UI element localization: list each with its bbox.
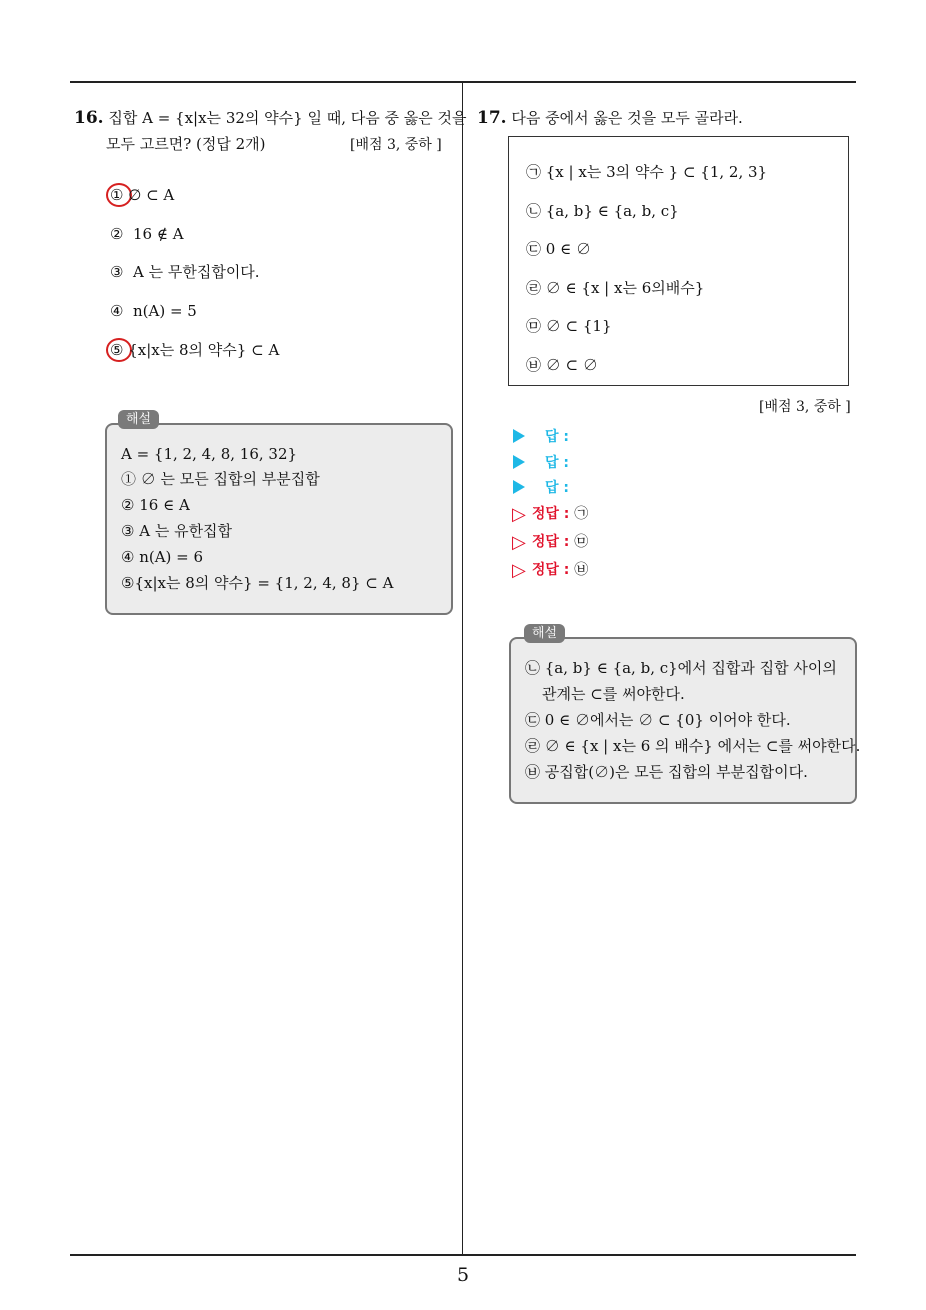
- top-rule: [70, 81, 856, 83]
- explanation-line: ② 16 ∈ A: [121, 496, 190, 514]
- triangle-outline-icon: ▷: [512, 504, 526, 525]
- triangle-outline-icon: ▷: [512, 560, 526, 581]
- score-meta: [배점 3, 중하 ]: [759, 399, 851, 415]
- choice-3[interactable]: ③ A 는 무한집합이다.: [110, 263, 260, 281]
- explanation-box: [105, 423, 453, 615]
- correct-answer-2: ▷ 정답 : ㉤: [512, 532, 589, 553]
- explanation-line: ③ A 는 유한집합: [121, 522, 233, 540]
- statement-box: [508, 136, 849, 386]
- explanation-tag: 해설: [524, 624, 565, 643]
- triangle-outline-icon: ▷: [512, 532, 526, 553]
- question-16-stem-line1: [74, 110, 466, 127]
- question-number: 17.: [477, 108, 507, 128]
- correct-answer-1: ▷ 정답 : ㉠: [512, 504, 589, 525]
- question-text: 집합 A = {x|x는 32의 약수} 일 때, 다음 중 옳은 것을: [108, 109, 467, 127]
- explanation-line: A = {1, 2, 4, 8, 16, 32}: [121, 445, 298, 463]
- page-number: 5: [456, 1264, 470, 1286]
- answer-input-1[interactable]: 답 :: [513, 429, 569, 444]
- correct-answer-3: ▷ 정답 : ㉥: [512, 560, 589, 581]
- choice-2[interactable]: ② 16 ∉ A: [110, 225, 184, 243]
- explanation-line: ㉢ 0 ∈ ∅에서는 ∅ ⊂ {0} 이어야 한다.: [525, 711, 791, 729]
- explanation-line: ㉣ ∅ ∈ {x | x는 6 의 배수} 에서는 ⊂를 써야한다.: [525, 737, 861, 755]
- statement-item: ㉥ ∅ ⊂ ∅: [526, 356, 598, 374]
- play-arrow-icon: [513, 480, 525, 494]
- choice-1[interactable]: ① ∅ ⊂ A: [110, 186, 175, 204]
- explanation-line: ㉡ {a, b} ∈ {a, b, c}에서 집합과 집합 사이의: [525, 659, 837, 677]
- explanation-box: [509, 637, 861, 804]
- question-number: 16.: [74, 108, 104, 128]
- column-divider: [462, 82, 463, 1256]
- question-text: 다음 중에서 옳은 것을 모두 골라라.: [511, 109, 743, 127]
- statement-item: ㉣ ∅ ∈ {x | x는 6의배수}: [526, 279, 705, 297]
- explanation-line: 관계는 ⊂를 써야한다.: [542, 685, 685, 703]
- question-17-stem: [477, 110, 743, 127]
- choice-5[interactable]: ⑤ {x|x는 8의 약수} ⊂ A: [110, 341, 280, 359]
- bottom-rule: [70, 1254, 856, 1256]
- explanation-line: ④ n(A) = 6: [121, 548, 204, 566]
- statement-item: ㉤ ∅ ⊂ {1}: [526, 317, 612, 335]
- play-arrow-icon: [513, 455, 525, 469]
- question-16-stem-line2: 모두 고르면? (정답 2개): [106, 135, 266, 153]
- statement-item: ㉢ 0 ∈ ∅: [526, 240, 591, 258]
- score-meta: [배점 3, 중하 ]: [350, 137, 442, 153]
- explanation-line: ① ∅ 는 모든 집합의 부분집합: [121, 470, 320, 488]
- statement-item: ㉡ {a, b} ∈ {a, b, c}: [526, 202, 679, 220]
- answer-input-2[interactable]: 답 :: [513, 455, 569, 470]
- explanation-line: ⑤{x|x는 8의 약수} = {1, 2, 4, 8} ⊂ A: [121, 574, 394, 592]
- answer-input-3[interactable]: 답 :: [513, 480, 569, 495]
- explanation-tag: 해설: [118, 410, 159, 429]
- explanation-line: ㉥ 공집합(∅)은 모든 집합의 부분집합이다.: [525, 763, 808, 781]
- statement-item: ㉠ {x | x는 3의 약수 } ⊂ {1, 2, 3}: [526, 163, 768, 181]
- play-arrow-icon: [513, 429, 525, 443]
- choice-4[interactable]: ④ n(A) = 5: [110, 302, 197, 320]
